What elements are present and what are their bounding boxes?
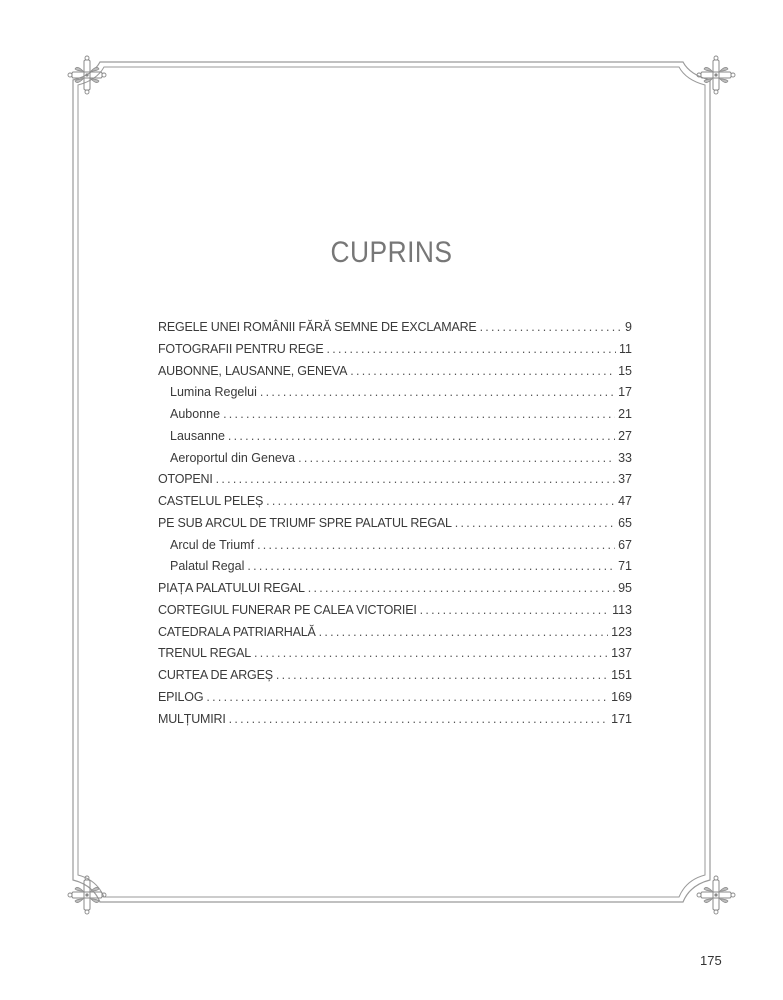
toc-entry xyxy=(158,382,632,404)
dot-leader xyxy=(350,361,615,383)
toc-entry-page: 71 xyxy=(618,559,632,574)
dot-leader xyxy=(257,535,615,557)
toc-entry-title: Lausanne xyxy=(170,428,225,443)
dot-leader xyxy=(455,513,615,535)
toc-entry-title: PE SUB ARCUL DE TRIUMF SPRE PALATUL REGAL xyxy=(158,515,452,530)
toc-entry xyxy=(158,361,632,383)
toc-entry xyxy=(158,578,632,600)
toc-entry-page: 47 xyxy=(618,494,632,508)
table-of-contents xyxy=(158,317,632,730)
dot-leader xyxy=(480,317,622,339)
toc-entry-page: 11 xyxy=(619,341,632,356)
toc-entry-page: 9 xyxy=(625,320,632,334)
toc-entry-title: OTOPENI xyxy=(158,472,213,487)
toc-entry-page: 27 xyxy=(618,428,632,443)
toc-entry-page: 113 xyxy=(612,602,632,617)
toc-entry xyxy=(158,317,632,339)
toc-entry-page: 33 xyxy=(618,450,632,465)
dot-leader xyxy=(319,622,608,644)
toc-entry xyxy=(158,622,632,644)
dot-leader xyxy=(260,382,615,404)
dot-leader xyxy=(254,643,608,665)
toc-entry xyxy=(158,556,632,578)
dot-leader xyxy=(308,578,615,600)
toc-entry-title: MULȚUMIRI xyxy=(158,711,226,726)
dot-leader xyxy=(228,426,615,448)
toc-entry-title: Aubonne xyxy=(170,407,221,421)
toc-entry-page: 21 xyxy=(618,407,632,421)
toc-entry-page: 169 xyxy=(611,689,632,704)
toc-entry-page: 123 xyxy=(611,624,632,639)
toc-entry-title: Lumina Regelui xyxy=(170,385,257,400)
toc-entry-title: Arcul de Triumf xyxy=(170,537,255,552)
dot-leader xyxy=(216,469,615,491)
toc-entry-title: PIAȚA PALATULUI REGAL xyxy=(158,581,305,595)
toc-entry-page: 95 xyxy=(618,581,632,595)
toc-entry-page: 65 xyxy=(618,515,632,530)
toc-entry xyxy=(158,426,632,448)
dot-leader xyxy=(247,556,615,578)
toc-entry xyxy=(158,643,632,665)
toc-entry-title: CATEDRALA PATRIARHALĂ xyxy=(158,624,316,639)
toc-entry xyxy=(158,469,632,491)
dot-leader xyxy=(223,404,615,426)
toc-entry-page: 137 xyxy=(611,646,632,661)
toc-entry-title: REGELE UNEI ROMÂNII FĂRĂ SEMNE DE EXCLAMARE xyxy=(158,320,477,334)
toc-entry-page: 67 xyxy=(618,537,632,552)
dot-leader xyxy=(266,491,615,513)
toc-entry-page: 151 xyxy=(611,668,632,682)
toc-entry xyxy=(158,665,632,687)
toc-entry-title: AUBONNE, LAUSANNE, GENEVA xyxy=(158,363,348,378)
toc-entry-title: FOTOGRAFII PENTRU REGE xyxy=(158,341,324,356)
toc-entry-title: TRENUL REGAL xyxy=(158,646,251,661)
toc-entry xyxy=(158,513,632,535)
toc-entry-title: CURTEA DE ARGEȘ xyxy=(158,668,273,682)
toc-entry xyxy=(158,709,632,731)
dot-leader xyxy=(327,339,616,361)
toc-entry xyxy=(158,600,632,622)
page-number: 175 xyxy=(700,953,722,968)
toc-entry xyxy=(158,491,632,513)
toc-entry-title: CORTEGIUL FUNERAR PE CALEA VICTORIEI xyxy=(158,602,417,617)
toc-entry xyxy=(158,687,632,709)
toc-entry xyxy=(158,448,632,470)
dot-leader xyxy=(206,687,608,709)
page-title: CUPRINS xyxy=(330,236,453,269)
toc-entry xyxy=(158,535,632,557)
toc-entry-title: CASTELUL PELEȘ xyxy=(158,494,264,508)
toc-entry-page: 17 xyxy=(618,385,632,400)
toc-entry-title: Aeroportul din Geneva xyxy=(170,450,296,465)
toc-entry-title: Palatul Regal xyxy=(170,559,245,574)
dot-leader xyxy=(276,665,608,687)
toc-entry-page: 15 xyxy=(618,363,632,378)
dot-leader xyxy=(420,600,609,622)
toc-entry-page: 37 xyxy=(618,472,632,487)
toc-entry xyxy=(158,404,632,426)
toc-entry-page: 171 xyxy=(611,711,632,726)
dot-leader xyxy=(229,709,609,731)
dot-leader xyxy=(298,448,615,470)
toc-entry xyxy=(158,339,632,361)
toc-entry-title: EPILOG xyxy=(158,689,204,704)
